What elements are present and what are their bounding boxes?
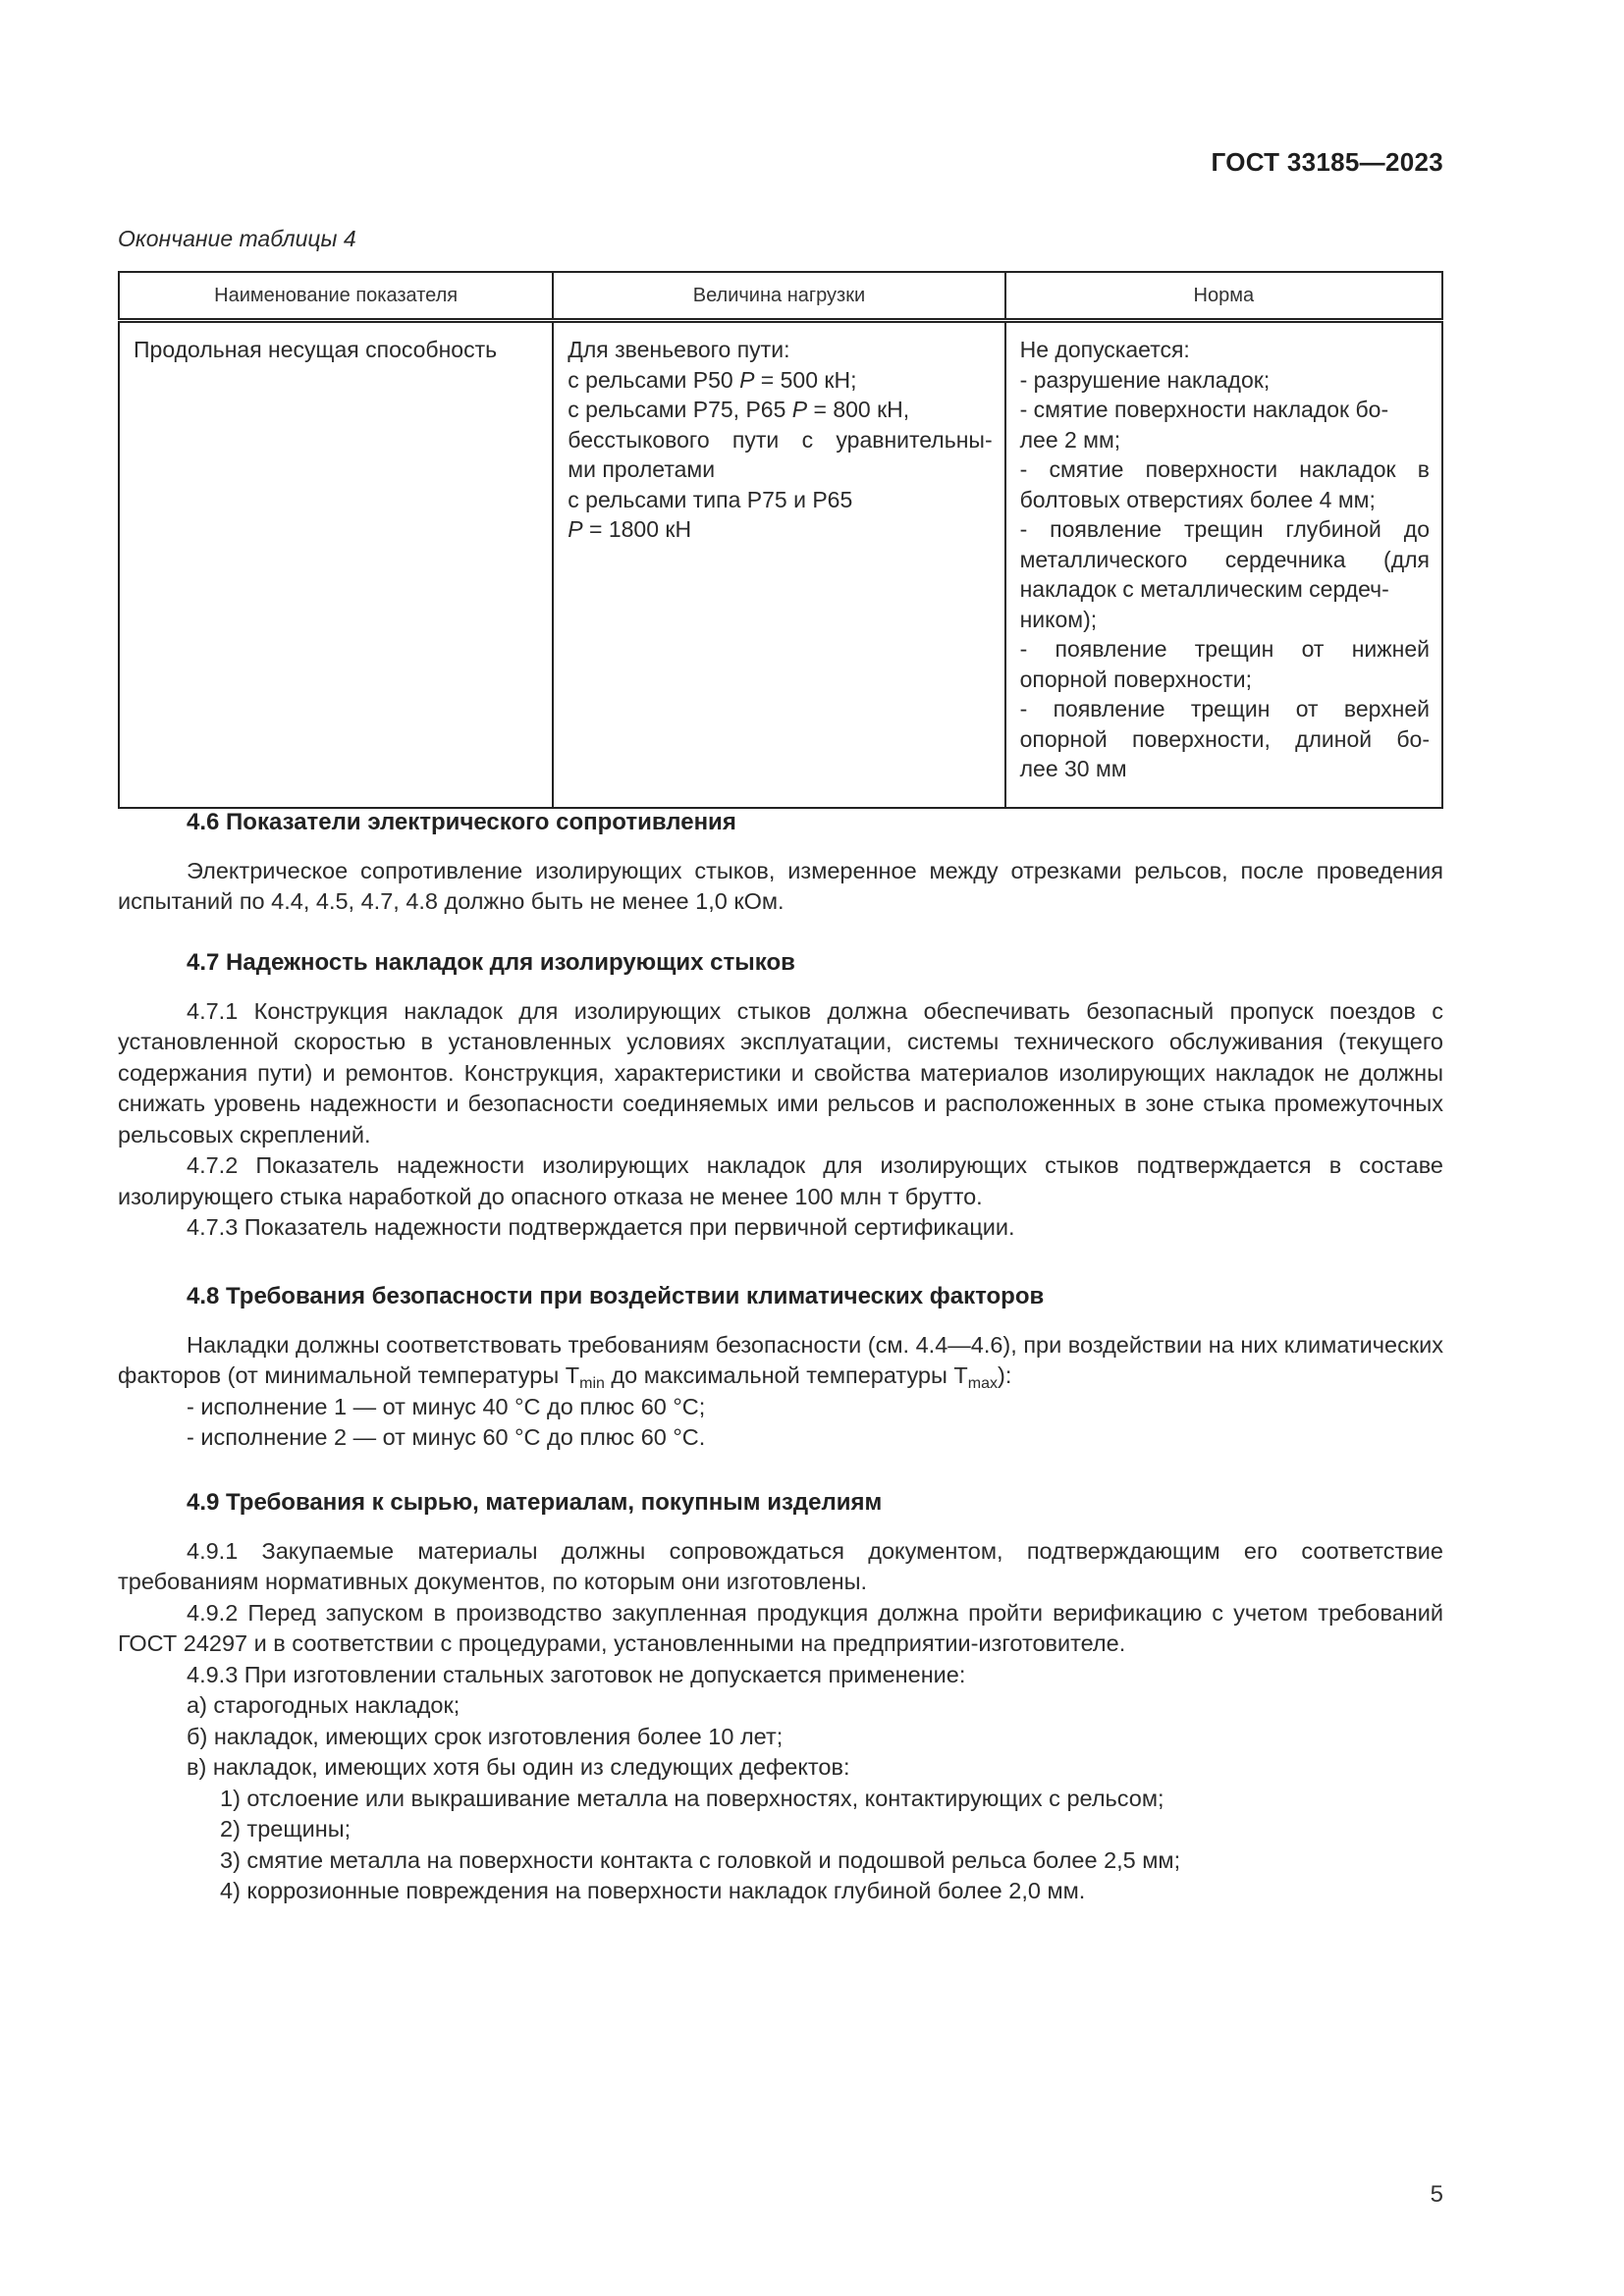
list-item: а) старогодных накладок; — [187, 1692, 460, 1718]
list-item: в) накладок, имеющих хотя бы один из следующих дефектов: — [187, 1754, 850, 1780]
subscript: max — [967, 1375, 999, 1392]
cell-line: с рельсами Р50 P = 500 кН; — [568, 366, 857, 393]
cell-line: лее 2 мм; — [1019, 426, 1121, 453]
section-heading: 4.6 Показатели электрического сопротивления — [187, 809, 736, 835]
subscript: min — [579, 1375, 605, 1392]
text-fragment: ): — [998, 1362, 1012, 1388]
cell-line: P = 1800 кН — [568, 516, 692, 542]
section-4-8 — [118, 1281, 1443, 1454]
cell-line: с рельсами Р75, Р65 P = 800 кН, — [568, 397, 910, 422]
section-heading: 4.8 Требования безопасности при воздействии климатических факторов — [187, 1283, 1045, 1309]
specification-table — [118, 271, 1443, 809]
document-code: ГОСТ 33185—2023 — [1211, 147, 1443, 177]
sub-list-item: 2) трещины; — [220, 1816, 352, 1842]
section-heading: 4.9 Требования к сырью, материалам, покупным изделиям — [187, 1489, 883, 1516]
cell-load — [553, 321, 1004, 808]
page-number: 5 — [1430, 2181, 1443, 2208]
paragraph: 4.9.2 Перед запуском в производство закупленная продукция должна пройти верификацию с учетом требований ГОСТ 24297 и в соответствии с процедурами, установленными на предприятии-изготовителе. — [118, 1599, 1443, 1656]
cell-line: болтовых отверстиях более 4 мм; — [1019, 486, 1376, 512]
sub-list-item: 3) смятие металла на поверхности контакта с головкой и подошвой рельса более 2,5 мм; — [220, 1846, 1181, 1873]
paragraph: 4.7.2 Показатель надежности изолирующих накладок для изолирующих стыков подтверждается в составе изолирующего стыка наработкой до опасного отказа не менее 100 млн т брутто. — [118, 1152, 1443, 1209]
sub-list-item: 4) коррозионные повреждения на поверхности накладок глубиной более 2,0 мм. — [220, 1878, 1086, 1903]
cell-line: - смятие поверхности накладок бо- — [1019, 397, 1389, 422]
indicator-text: Продольная несущая способность — [134, 337, 498, 362]
paragraph: 4.7.1 Конструкция накладок для изолирующих стыков должна обеспечивать безопасный пропуск поездов с установленной скоростью в установленных условиях эксплуатации, системы технического обслуживания (текущего содержания пути) и ремонтов. Конструкция, характеристики и свойства материалов изолирующих накладок не должны снижать уровень надежности и безопасности соединяемых ими рельсов и расположенных в зоне стыка промежуточных рельсовых скреплений. — [118, 997, 1443, 1148]
cell-indicator — [119, 321, 553, 808]
cell-line: с рельсами типа Р75 и Р65 — [568, 486, 853, 512]
paragraph: 4.9.3 При изготовлении стальных заготовок не допускается применение: — [187, 1661, 966, 1687]
cell-line: бесстыкового пути с уравнительны- — [568, 426, 993, 453]
section-4-9 — [118, 1487, 1443, 1907]
text-fragment: до максимальной температуры T — [604, 1362, 968, 1388]
sub-list-item: 1) отслоение или выкрашивание металла на поверхностях, контактирующих с рельсом; — [220, 1785, 1164, 1811]
section-4-7 — [118, 947, 1443, 1244]
cell-line: - разрушение накладок; — [1019, 366, 1271, 393]
table-header-row — [119, 272, 1442, 321]
table-caption: Окончание таблицы 4 — [118, 226, 356, 251]
paragraph: 4.9.1 Закупаемые материалы должны сопровождаться документом, подтверждающим его соответствие требованиям нормативных документов, по которым они изготовлены. — [118, 1537, 1443, 1594]
cell-line: - появление трещин от нижней — [1019, 636, 1430, 662]
column-header-norm: Норма — [1005, 272, 1442, 321]
column-header-load: Величина нагрузки — [553, 272, 1004, 321]
list-item: - исполнение 1 — от минус 40 °С до плюс 60 °С; — [187, 1393, 706, 1419]
table-row — [119, 321, 1442, 808]
section-4-6 — [118, 807, 1443, 918]
cell-line: ми пролетами — [568, 456, 716, 482]
cell-line: - смятие поверхности накладок в — [1019, 456, 1430, 482]
cell-line: Для звеньевого пути: — [568, 337, 790, 362]
paragraph: 4.7.3 Показатель надежности подтверждается при первичной сертификации. — [187, 1214, 1015, 1240]
section-heading: 4.7 Надежность накладок для изолирующих стыков — [187, 949, 795, 976]
cell-line: Не допускается: — [1019, 337, 1190, 362]
cell-line: - появление трещин глубиной до — [1019, 516, 1430, 542]
list-item: б) накладок, имеющих срок изготовления более 10 лет; — [187, 1723, 784, 1749]
list-item: - исполнение 2 — от минус 60 °С до плюс 60 °С. — [187, 1424, 706, 1450]
cell-line: металлического сердечника (для — [1019, 546, 1430, 572]
cell-line: лее 30 мм — [1019, 756, 1127, 781]
cell-norm — [1005, 321, 1442, 808]
cell-line: опорной поверхности; — [1019, 666, 1252, 692]
cell-line: накладок с металлическим сердеч- — [1019, 576, 1389, 602]
cell-line: - появление трещин от верхней — [1019, 696, 1430, 721]
paragraph — [118, 1330, 1443, 1392]
cell-line: ником); — [1019, 606, 1098, 632]
paragraph: Электрическое сопротивление изолирующих стыков, измеренное между отрезками рельсов, после проведения испытаний по 4.4, 4.5, 4.7, 4.8 должно быть не менее 1,0 кОм. — [118, 857, 1443, 914]
text-fragment: Накладки должны соответствовать требованиям безопасности (см. 4.4—4.6), при воздействии на них климатических факторов (от минимальной температуры T — [118, 1331, 1443, 1388]
column-header-indicator: Наименование показателя — [119, 272, 553, 321]
cell-line: опорной поверхности, длиной бо- — [1019, 725, 1430, 752]
